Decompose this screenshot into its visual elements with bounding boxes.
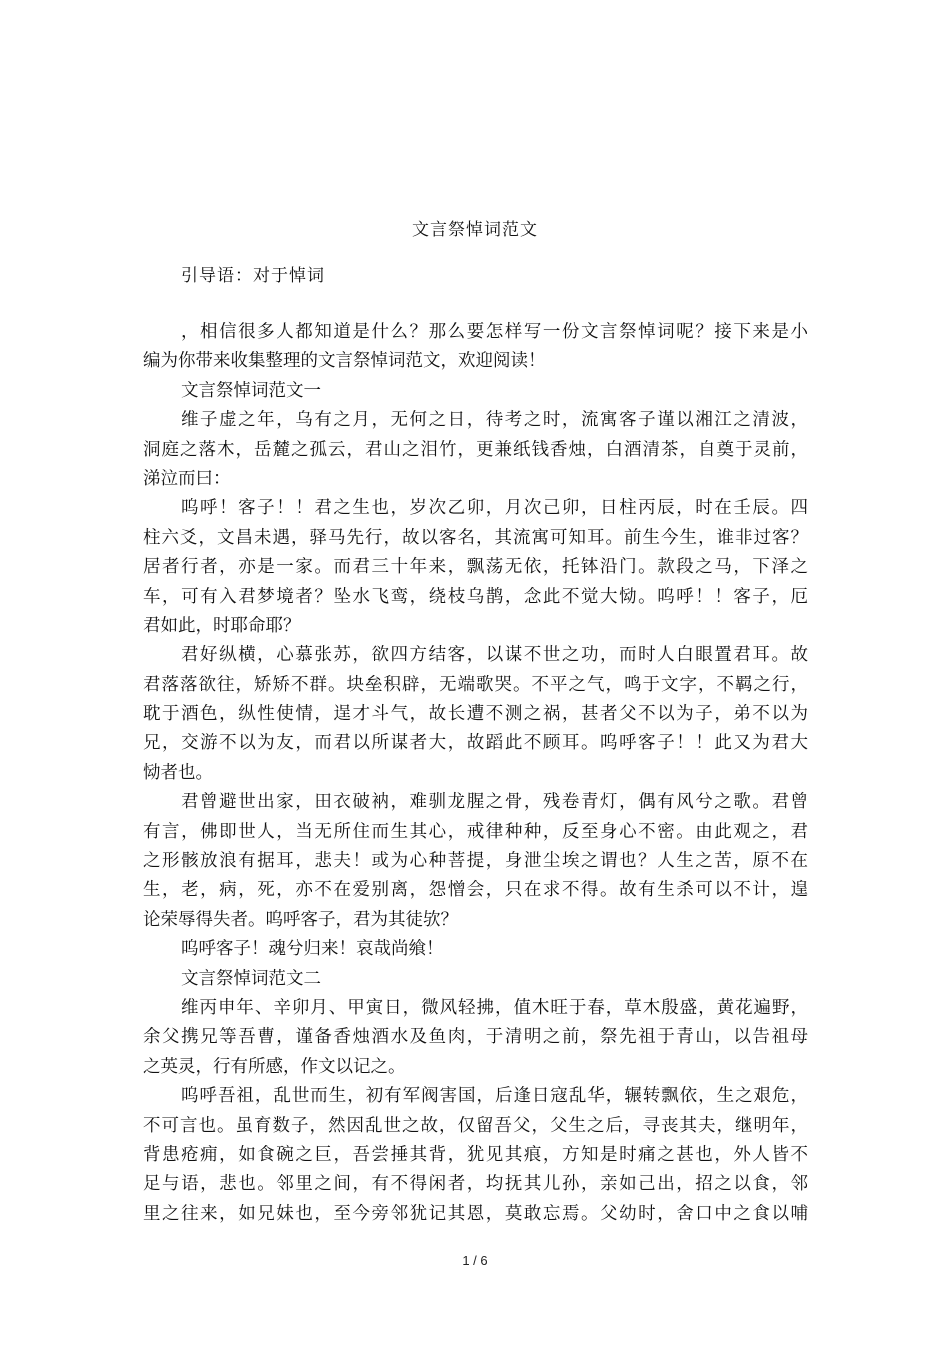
intro-line: 引导语：对于悼词 xyxy=(181,266,325,286)
document-body xyxy=(143,318,808,1229)
text-line: 之英灵，行有所感，作文以记之。 xyxy=(143,1056,406,1077)
text-line: 之形骸放浪有据耳，悲夫！或为心种菩提，身泄尘埃之谓也？人生之苦，原不在 xyxy=(143,851,808,872)
text-line: 呜呼吾祖，乱世而生，初有军阀害国，后逢日寇乱华，辗转飘依，生之艰危， xyxy=(181,1086,808,1107)
page-number: 1 / 6 xyxy=(462,1253,488,1268)
text-line: 维丙申年、辛卯月、甲寅日，微风轻拂，值木旺于春，草木殷盛，黄花遍野， xyxy=(181,997,808,1018)
text-line: 车，可有入君梦境者？坠水飞鸾，绕枝乌鹊，念此不觉大恸。呜呼！！客子，厄 xyxy=(143,586,808,607)
text-line: 不可言也。虽育数子，然因乱世之故，仅留吾父，父生之后，寻丧其夫，继明年， xyxy=(143,1115,808,1136)
text-line: 论荣辱得失者。呜呼客子，君为其徒欤？ xyxy=(143,909,458,930)
text-line: 君落落欲往，矫矫不群。块垒积辟，无端歌哭。不平之气，鸣于文字，不羁之行， xyxy=(143,674,808,695)
document-title: 文言祭悼词范文 xyxy=(412,220,538,240)
section-heading: 文言祭悼词范文一 xyxy=(181,380,321,401)
text-line: 背患疮痈，如食碗之巨，吾尝捶其背，犹见其痕，方知是时痛之甚也，外人皆不 xyxy=(143,1144,808,1165)
text-line: 维子虚之年，乌有之月，无何之日，待考之时，流寓客子谨以湘江之清波， xyxy=(181,410,808,431)
text-line: 余父携兄等吾曹，谨备香烛酒水及鱼肉，于清明之前，祭先祖于青山，以告祖母 xyxy=(143,1027,808,1048)
text-line: 恸者也。 xyxy=(143,762,213,783)
section-heading: 文言祭悼词范文二 xyxy=(181,968,321,989)
text-line: 呜呼客子！魂兮归来！哀哉尚飨！ xyxy=(181,939,444,960)
text-line: 里之往来，如兄妹也，至今旁邻犹记其恩，莫敢忘焉。父幼时，舍口中之食以哺 xyxy=(143,1203,808,1224)
text-line: 君如此，时耶命耶？ xyxy=(143,615,301,636)
text-line: 有言，佛即世人，当无所住而生其心，戒律种种，反至身心不密。由此观之，君 xyxy=(143,821,808,842)
text-line: 足与语，悲也。邻里之间，有不得闲者，均抚其儿孙，亲如己出，招之以食，邻 xyxy=(143,1174,808,1195)
text-line: 生，老，病，死，亦不在爱别离，怨憎会，只在求不得。故有生杀可以不计，遑 xyxy=(143,880,808,901)
text-line: 君曾避世出家，田衣破衲，难驯龙腥之骨，残卷青灯，偶有风兮之歌。君曾 xyxy=(181,792,808,813)
text-line: 兄，交游不以为友，而君以所谋者大，故蹈此不顾耳。呜呼客子！！此又为君大 xyxy=(143,733,808,754)
text-line: 柱六爻，文昌未遇，驿马先行，故以客名，其流寓可知耳。前生今生，谁非过客？ xyxy=(143,527,808,548)
text-line: 耽于酒色，纵性使情，逞才斗气，故长遭不测之祸，甚者父不以为子，弟不以为 xyxy=(143,704,808,725)
text-line: 编为你带来收集整理的文言祭悼词范文，欢迎阅读！ xyxy=(143,351,546,372)
text-line: 洞庭之落木，岳麓之孤云，君山之泪竹，更兼纸钱香烛，白酒清茶，自奠于灵前， xyxy=(143,439,808,460)
text-line: 居者行者，亦是一家。而君三十年来，飘荡无依，托钵沿门。款段之马，下泽之 xyxy=(143,557,808,578)
text-line: 呜呼！客子！！君之生也，岁次乙卯，月次己卯，日柱丙辰，时在壬辰。四 xyxy=(181,498,808,519)
text-line: 君好纵横，心慕张苏，欲四方结客，以谋不世之功，而时人白眼置君耳。故 xyxy=(181,645,808,666)
text-line: ，相信很多人都知道是什么？那么要怎样写一份文言祭悼词呢？接下来是小 xyxy=(181,322,808,342)
text-line: 涕泣而曰： xyxy=(143,468,231,489)
